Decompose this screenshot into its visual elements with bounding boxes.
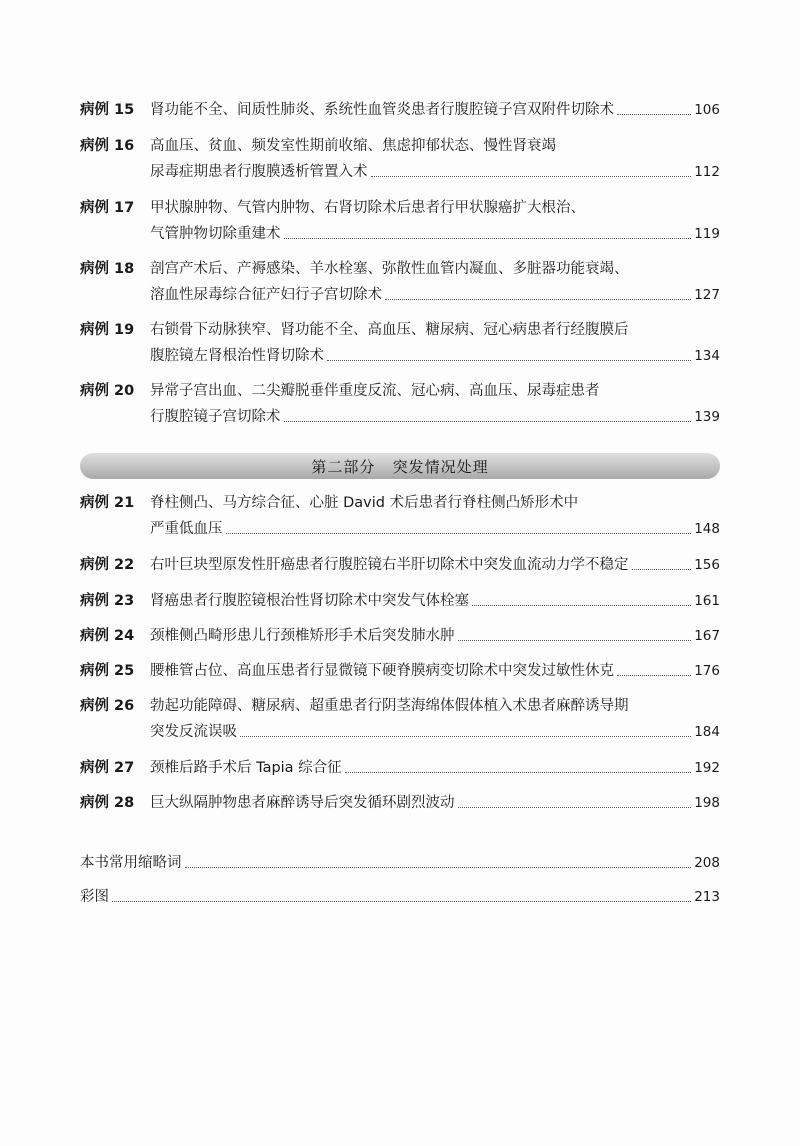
entry-title: 本书常用缩略词: [80, 855, 182, 871]
entry-title: 甲状腺肿物、气管内肿物、右肾切除术后患者行甲状腺癌扩大根治、: [150, 200, 585, 216]
entry-title: 腰椎管占位、高血压患者行显微镜下硬脊膜病变切除术中突发过敏性休克: [150, 663, 614, 679]
part-number: 第二部分: [311, 457, 376, 476]
entry-line: [150, 381, 720, 401]
entry-line: [150, 626, 720, 646]
case-label: 病例 20: [80, 383, 135, 399]
entry-line: [150, 346, 720, 366]
page-number: 134: [694, 348, 720, 364]
part-title: 突发情况处理: [392, 457, 489, 476]
entry-title: 高血压、贫血、频发室性期前收缩、焦虑抑郁状态、慢性肾衰竭: [150, 138, 556, 154]
entry-line: [150, 758, 720, 778]
page-number: 198: [694, 795, 720, 811]
case-label: 病例 17: [80, 200, 135, 216]
entry-title-cont: 腹腔镜左肾根治性肾切除术: [150, 348, 324, 364]
leader-dots: [472, 604, 691, 606]
page-number: 167: [694, 628, 720, 644]
case-label: 病例 25: [80, 663, 135, 679]
case-label: 病例 23: [80, 593, 135, 609]
entry-line: [150, 136, 720, 156]
entry-title: 异常子宫出血、二尖瓣脱垂伴重度反流、冠心病、高血压、尿毒症患者: [150, 383, 600, 399]
leader-dots: [345, 771, 692, 773]
entry-line: [150, 407, 720, 427]
page-number: 192: [694, 760, 720, 776]
entry-line: [150, 259, 720, 279]
toc-entry-color-plates[interactable]: [80, 887, 720, 907]
entry-title: 右叶巨块型原发性肝癌患者行腹腔镜右半肝切除术中突发血流动力学不稳定: [150, 557, 629, 573]
entry-title: 颈椎后路手术后 Tapia 综合征: [150, 760, 342, 776]
case-label: 病例 15: [80, 102, 135, 118]
entry-title: 肾功能不全、间质性肺炎、系统性血管炎患者行腹腔镜子宫双附件切除术: [150, 102, 614, 118]
leader-dots: [632, 568, 692, 570]
leader-dots: [617, 113, 691, 115]
page-number: 161: [694, 593, 720, 609]
leader-dots: [458, 806, 692, 808]
page-number: 184: [694, 724, 720, 740]
entry-title-cont: 溶血性尿毒综合征产妇行子宫切除术: [150, 287, 382, 303]
page-number: 176: [694, 663, 720, 679]
page-number: 112: [694, 164, 720, 180]
entry-title: 勃起功能障碍、糖尿病、超重患者行阴茎海绵体假体植入术患者麻醉诱导期: [150, 698, 629, 714]
case-label: 病例 19: [80, 322, 135, 338]
entry-line: [150, 519, 720, 539]
page-number: 148: [694, 521, 720, 537]
entry-title-cont: 行腹腔镜子宫切除术: [150, 409, 281, 425]
page-number: 106: [694, 102, 720, 118]
leader-dots: [284, 237, 692, 239]
leader-dots: [327, 359, 691, 361]
page-number: 156: [694, 557, 720, 573]
entry-title-cont: 突发反流误吸: [150, 724, 237, 740]
entry-line: [150, 696, 720, 716]
entry-title: 巨大纵隔肿物患者麻醉诱导后突发循环剧烈波动: [150, 795, 455, 811]
entry-title-cont: 气管肿物切除重建术: [150, 226, 281, 242]
case-label: 病例 27: [80, 760, 135, 776]
toc-entry-abbreviations[interactable]: [80, 853, 720, 873]
entry-line: [150, 555, 720, 575]
leader-dots: [112, 900, 691, 902]
entry-line: [150, 162, 720, 182]
case-label: 病例 21: [80, 495, 135, 511]
leader-dots: [185, 866, 692, 868]
leader-dots: [240, 735, 691, 737]
leader-dots: [617, 674, 691, 676]
leader-dots: [458, 639, 692, 641]
entry-line: [150, 493, 720, 513]
leader-dots: [226, 532, 692, 534]
entry-line: [150, 100, 720, 120]
entry-title: 右锁骨下动脉狭窄、肾功能不全、高血压、糖尿病、冠心病患者行经腹膜后: [150, 322, 629, 338]
page-number: 127: [694, 287, 720, 303]
case-label: 病例 16: [80, 138, 135, 154]
entry-line: [150, 224, 720, 244]
entry-title: 剖宫产术后、产褥感染、羊水栓塞、弥散性血管内凝血、多脏器功能衰竭、: [150, 261, 629, 277]
page-number: 119: [694, 226, 720, 242]
entry-line: [150, 198, 720, 218]
entry-title: 脊柱侧凸、马方综合征、心脏 David 术后患者行脊柱侧凸矫形术中: [150, 495, 579, 511]
entry-line: [150, 591, 720, 611]
page-number: 213: [694, 889, 720, 905]
entry-line: [150, 285, 720, 305]
entry-line: [150, 722, 720, 742]
case-label: 病例 22: [80, 557, 135, 573]
case-label: 病例 24: [80, 628, 135, 644]
entry-title: 彩图: [80, 889, 109, 905]
part-two-banner[interactable]: [80, 453, 720, 479]
entry-line: [150, 661, 720, 681]
leader-dots: [385, 298, 691, 300]
page-number: 208: [694, 855, 720, 871]
entry-line: [150, 320, 720, 340]
entry-title: 肾癌患者行腹腔镜根治性肾切除术中突发气体栓塞: [150, 593, 469, 609]
entry-line: [150, 793, 720, 813]
case-label: 病例 28: [80, 795, 135, 811]
page-number: 139: [694, 409, 720, 425]
entry-title-cont: 严重低血压: [150, 521, 223, 537]
case-label: 病例 18: [80, 261, 135, 277]
entry-title-cont: 尿毒症期患者行腹膜透析管置入术: [150, 164, 368, 180]
case-label: 病例 26: [80, 698, 135, 714]
entry-title: 颈椎侧凸畸形患儿行颈椎矫形手术后突发肺水肿: [150, 628, 455, 644]
leader-dots: [371, 175, 692, 177]
leader-dots: [284, 420, 692, 422]
